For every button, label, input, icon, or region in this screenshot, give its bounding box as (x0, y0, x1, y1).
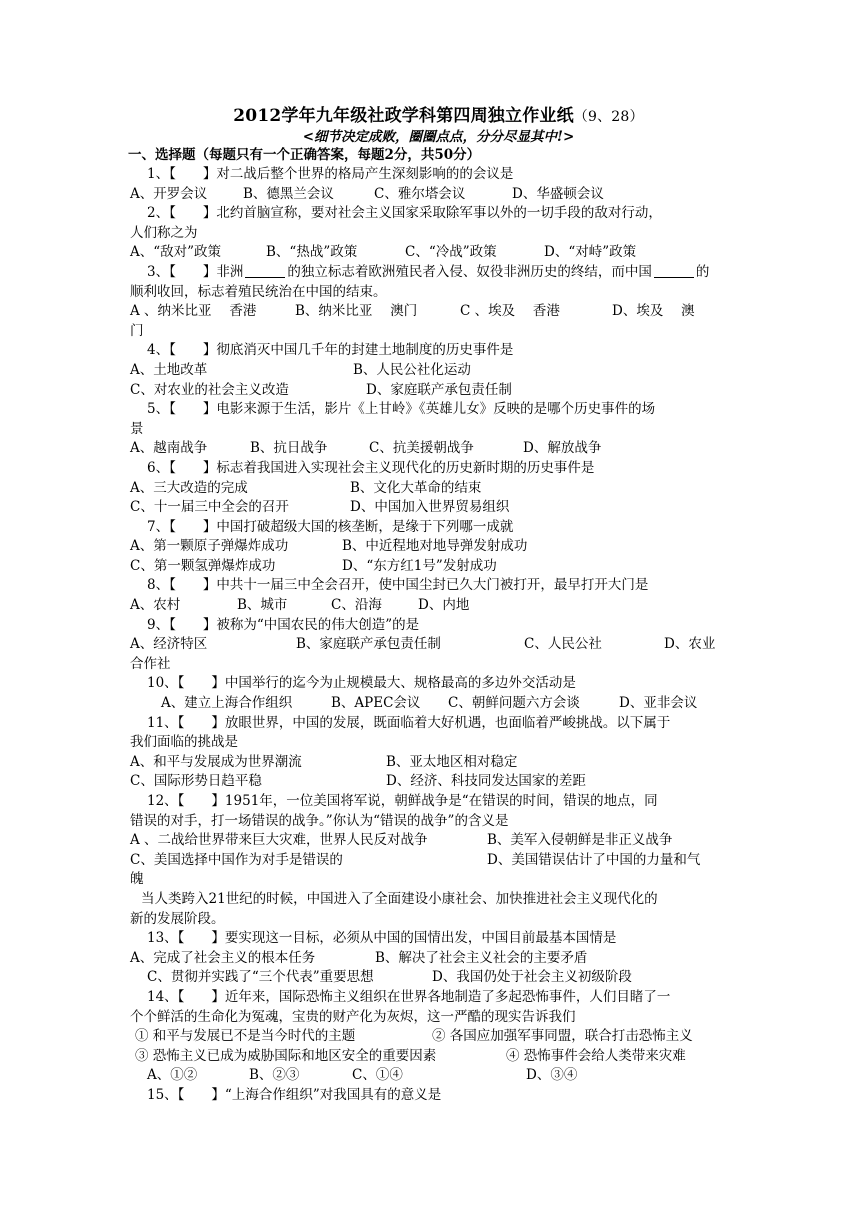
question-11: 11、【 】放眼世界，中国的发展，既面临着大好机遇，也面临着严峻挑战。以下属于 (147, 714, 671, 731)
question-7-options-ab (130, 537, 747, 557)
question-15: 15、【 】“上海合作组织”对我国具有的意义是 (147, 1086, 442, 1103)
option-c: C、国际形势日趋平稳 (130, 773, 262, 790)
option-d: D、“对峙”政策 (544, 244, 637, 261)
title-date: （9、28） (573, 109, 644, 125)
option-c: C、抗美援朝战争 (369, 440, 474, 457)
option-a: A、建立上海合作组织 (161, 695, 293, 712)
question-11-options-cd (130, 772, 747, 792)
question-13-options-cd (130, 968, 747, 988)
option-c: C 、埃及 香港 (460, 303, 560, 320)
option-c: C、对农业的社会主义改造 (130, 381, 289, 398)
question-10-options (130, 694, 747, 714)
question-3-options (130, 302, 747, 322)
option-c: C、①④ (352, 1067, 403, 1084)
answer-blank (654, 264, 694, 278)
option-b: B、解决了社会主义社会的主要矛盾 (375, 949, 588, 966)
option-a: A、第一颗原子弹爆炸成功 (130, 538, 289, 555)
question-13: 13、【 】要实现这一目标，必须从中国的国情出发，中国目前最基本国情是 (147, 930, 617, 947)
option-c: C、“冷战”政策 (405, 244, 497, 261)
option-d: D、内地 (418, 597, 470, 614)
option-c: C、沿海 (331, 597, 382, 614)
question-5-continued: 景 (130, 420, 144, 437)
question-7: 7、【 】中国打破超级大国的核垄断，是缘于下列哪一成就 (147, 518, 514, 535)
title-text: 2012学年九年级社政学科第四周独立作业纸 (233, 106, 574, 126)
question-14-continued: 个个鲜活的生命化为冤魂，宝贵的财产化为灰烬，这一严酷的现实告诉我们 (130, 1008, 576, 1025)
question-9-options (130, 635, 747, 655)
question-10: 10、【 】中国举行的迄今为止规模最大、规格最高的多边外交活动是 (147, 675, 576, 692)
option-a: A、和平与发展成为世界潮流 (130, 753, 302, 770)
option-d: D、中国加入世界贸易组织 (350, 499, 510, 516)
option-b: B、家庭联产承包责任制 (296, 636, 441, 653)
question-12-options-cd (130, 851, 747, 871)
option-d: D、“东方红1号”发射成功 (342, 557, 497, 574)
question-12-options-ab (130, 831, 747, 851)
option-a: A、“敌对”政策 (130, 244, 222, 261)
option-a: A 、纳米比亚 香港 (130, 303, 257, 320)
question-9-continued: 合作社 (130, 655, 171, 672)
option-a: A 、二战给世界带来巨大灾难，世界人民反对战争 (130, 832, 428, 849)
option-d: D、③④ (526, 1067, 578, 1084)
question-12-continued-2: 魄 (130, 871, 144, 888)
option-b: B、中近程地对地导弹发射成功 (342, 538, 528, 555)
question-3-part2: 的独立标志着欧洲殖民者入侵、奴役非洲历史的终结，而中国 (287, 263, 652, 280)
question-11-continued: 我们面临的挑战是 (130, 734, 238, 751)
question-8: 8、【 】中共十一届三中全会召开，使中国尘封已久大门被打开，最早打开大门是 (147, 577, 649, 594)
question-6: 6、【 】标志着我国进入实现社会主义现代化的历史新时期的历史事件是 (147, 459, 595, 476)
page-title (130, 105, 747, 128)
option-a: A、土地改革 (130, 361, 208, 378)
passage-continued: 新的发展阶段。 (130, 910, 225, 927)
question-4: 4、【 】彻底消灭中国几千年的封建土地制度的历史事件是 (147, 342, 514, 359)
section-heading: 一、选择题（每题只有一个正确答案，每题2分，共50分） (128, 147, 481, 163)
option-c: C、十一届三中全会的召开 (130, 499, 289, 516)
question-2: 2、【 】北约首脑宣称，要对社会主义国家采取除军事以外的一切手段的敌对行动， (147, 205, 662, 222)
option-d: D、解放战争 (523, 440, 602, 457)
passage: 当人类跨入21世纪的时候，中国进入了全面建设小康社会、加快推进社会主义现代化的 (141, 890, 658, 907)
option-a: A、完成了社会主义的根本任务 (130, 949, 316, 966)
option-d: D、埃及 澳 (612, 303, 695, 320)
option-d: D、家庭联产承包责任制 (366, 381, 512, 398)
question-5-options (130, 439, 747, 459)
question-3 (130, 263, 747, 283)
option-a: A、越南战争 (130, 440, 208, 457)
question-14-statements-34 (130, 1047, 747, 1067)
question-4-options-ab (130, 361, 747, 381)
question-8-options (130, 596, 747, 616)
option-a: A、农村 (130, 597, 181, 614)
statement-2: ② 各国应加强军事同盟，联合打击恐怖主义 (432, 1028, 693, 1045)
option-a: A、开罗会议 (130, 185, 208, 202)
answer-blank (245, 264, 285, 278)
statement-4: ④ 恐怖事件会给人类带来灾难 (506, 1047, 686, 1064)
question-12-continued: 错误的对手，打一场错误的战争。”你认为“错误的战争”的含义是 (130, 812, 509, 829)
question-1: 1、【 】对二战后整个世界的格局产生深刻影响的的会议是 (147, 166, 514, 182)
statement-3: ③ 恐怖主义已成为威胁国际和地区安全的重要因素 (135, 1047, 437, 1064)
question-6-options-ab (130, 479, 747, 499)
question-13-options-ab (130, 949, 747, 969)
question-11-options-ab (130, 753, 747, 773)
statement-1: ① 和平与发展已不是当今时代的主题 (135, 1028, 356, 1045)
option-d: D、美国错误估计了中国的力量和气 (487, 851, 701, 868)
page-subtitle: <细节决定成败，圈圈点点，分分尽显其中!> (302, 129, 575, 145)
option-d: D、经济、科技同发达国家的差距 (386, 773, 586, 790)
option-b: B、文化大革命的结束 (350, 479, 482, 496)
question-5: 5、【 】电影来源于生活，影片《上甘岭》《英雄儿女》反映的是哪个历史事件的场 (147, 401, 656, 418)
option-b: B、美军入侵朝鲜是非正义战争 (487, 832, 673, 849)
option-a: A、①② (147, 1067, 198, 1084)
option-b: B、城市 (237, 597, 288, 614)
option-b: B、②③ (249, 1067, 300, 1084)
question-3-part3: 的 (695, 263, 710, 280)
option-d: D、农业 (664, 636, 716, 653)
option-b: B、亚太地区相对稳定 (386, 753, 518, 770)
option-d: D、华盛顿会议 (512, 185, 604, 202)
question-1-options (130, 185, 747, 205)
question-3-continued-2: 门 (130, 322, 144, 339)
question-4-options-cd (130, 381, 747, 401)
question-2-continued: 人们称之为 (130, 224, 198, 241)
option-a: A、经济特区 (130, 636, 208, 653)
option-b: B、德黑兰会议 (243, 185, 334, 202)
question-14: 14、【 】近年来，国际恐怖主义组织在世界各地制造了多起恐怖事件，人们目睹了一 (147, 988, 671, 1005)
option-c: C、人民公社 (524, 636, 602, 653)
option-a: A、三大改造的完成 (130, 479, 248, 496)
question-3-part1: 3、【 】非洲 (147, 263, 244, 280)
option-b: B、纳米比亚 澳门 (295, 303, 418, 320)
question-12: 12、【 】1951年，一位美国将军说，朝鲜战争是“在错误的时间，错误的地点，同 (147, 793, 658, 809)
option-c: C、朝鲜问题六方会谈 (448, 695, 580, 712)
question-2-options (130, 243, 747, 263)
option-c: C、美国选择中国作为对手是错误的 (130, 851, 343, 868)
option-c: C、雅尔塔会议 (374, 185, 466, 202)
option-b: B、“热战”政策 (266, 244, 358, 261)
question-14-statements-12 (130, 1027, 747, 1047)
option-d: D、我国仍处于社会主义初级阶段 (432, 969, 632, 986)
option-b: B、APEC会议 (331, 695, 421, 712)
option-b: B、人民公社化运动 (353, 361, 471, 378)
question-14-options (130, 1066, 747, 1086)
option-c: C、贯彻并实践了“三个代表”重要思想 (147, 969, 374, 986)
option-c: C、第一颗氢弹爆炸成功 (130, 557, 276, 574)
question-9: 9、【 】被称为“中国农民的伟大创造”的是 (147, 616, 420, 633)
question-7-options-cd (130, 557, 747, 577)
question-3-continued: 顺利收回，标志着殖民统治在中国的结束。 (130, 283, 387, 300)
option-d: D、亚非会议 (619, 695, 698, 712)
option-b: B、抗日战争 (250, 440, 328, 457)
question-6-options-cd (130, 498, 747, 518)
